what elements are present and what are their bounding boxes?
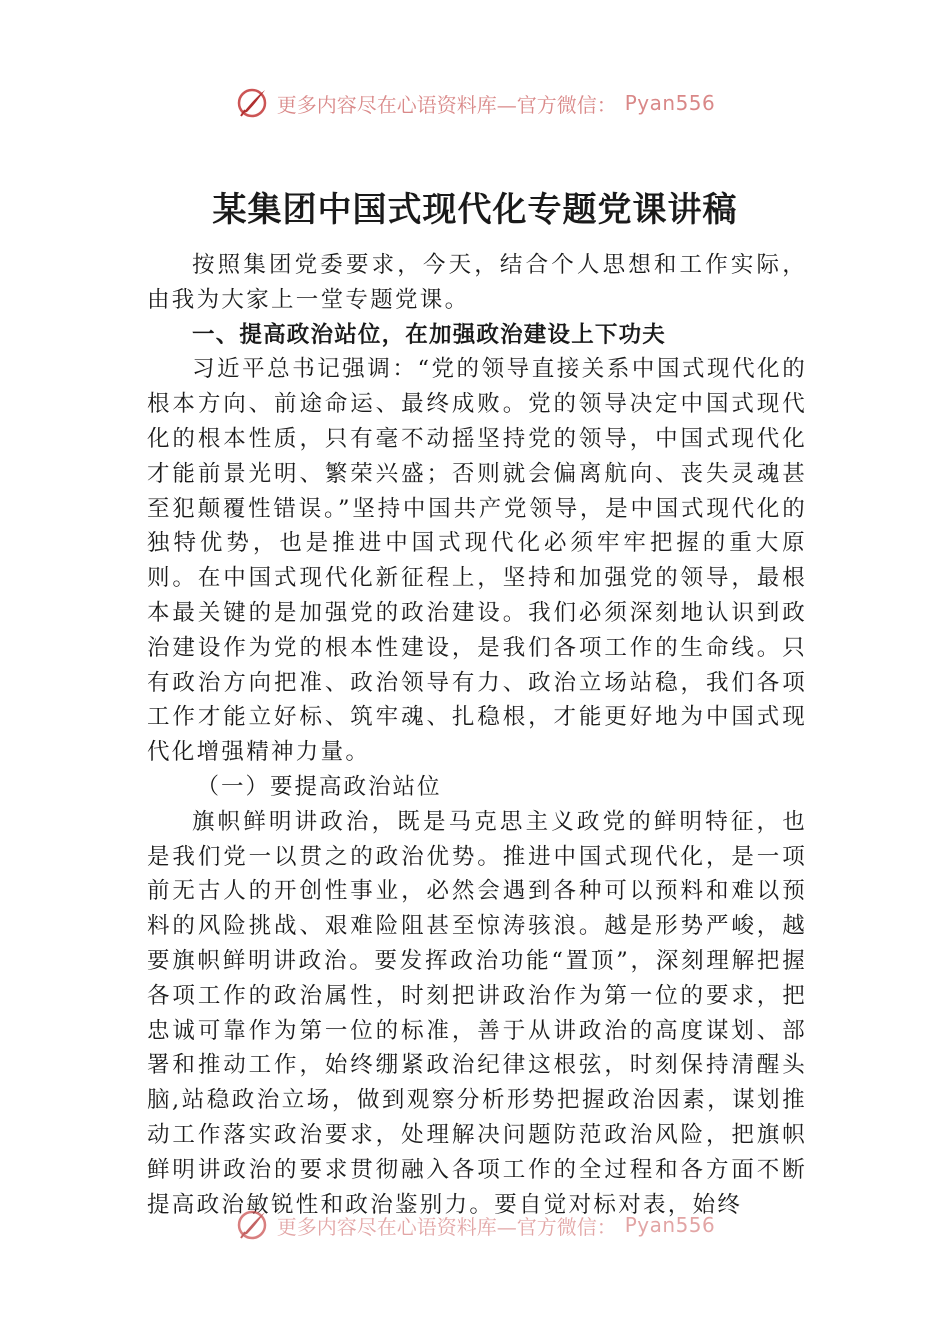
document-title: 某集团中国式现代化专题党课讲稿: [212, 190, 738, 230]
watermark-text: 更多内容尽在心语资料库—官方微信：: [276, 1214, 617, 1239]
document-body: [147, 248, 807, 1222]
quill-logo-icon: [235, 1208, 269, 1242]
subsection-heading-1: （一）要提高政治站位: [196, 773, 442, 800]
intro-paragraph: 按照集团党委要求，今天，结合个人思想和工作实际，由我为大家上一堂专题党课。: [147, 252, 807, 313]
watermark-text: 更多内容尽在心语资料库—官方微信：: [276, 92, 617, 117]
watermark-wechat-id: Pyan556: [624, 91, 716, 115]
footer-watermark: [0, 1208, 950, 1242]
section-paragraph-1: 习近平总书记强调：“党的领导直接关系中国式现代化的根本方向、前途命运、最终成败。党的领导决定中国式现代化的根本性质，只有毫不动摇坚持党的领导，中国式现代化才能前景光明、繁荣兴盛；否则就会偏离航向、丧失灵魂甚至犯颠覆性错误。”坚持中国共产党领导，是中国式现代化的独特优势，也是推进中国式现代化必须牢牢把握的重大原则。在中国式现代化新征程上，坚持和加强党的领导，最根本最关键的是加强党的政治建设。我们必须深刻地认识到政治建设作为党的根本性建设，是我们各项工作的生命线。只有政治方向把准、政治领导有力、政治立场站稳，我们各项工作才能立好标、筑牢魂、扎稳根，才能更好地为中国式现代化增强精神力量。: [147, 356, 807, 766]
header-watermark: [0, 86, 950, 120]
watermark-wechat-id: Pyan556: [624, 1213, 716, 1237]
quill-logo-icon: [235, 86, 269, 120]
section-heading-1: 一、提高政治站位，在加强政治建设上下功夫: [192, 321, 667, 348]
subsection-paragraph-1: 旗帜鲜明讲政治，既是马克思主义政党的鲜明特征，也是我们党一以贯之的政治优势。推进中国式现代化，是一项前无古人的开创性事业，必然会遇到各种可以预料和难以预料的风险挑战、艰难险阻甚至惊涛骇浪。越是形势严峻，越要旗帜鲜明讲政治。要发挥政治功能“置顶”，深刻理解把握各项工作的政治属性，时刻把讲政治作为第一位的要求，把忠诚可靠作为第一位的标准，善于从讲政治的高度谋划、部署和推动工作，始终绷紧政治纪律这根弦，时刻保持清醒头脑,站稳政治立场，做到观察分析形势把握政治因素，谋划推动工作落实政治要求，处理解决问题防范政治风险，把旗帜鲜明讲政治的要求贯彻融入各项工作的全过程和各方面不断提高政治敏锐性和政治鉴别力。要自觉对标对表，始终: [147, 808, 807, 1218]
